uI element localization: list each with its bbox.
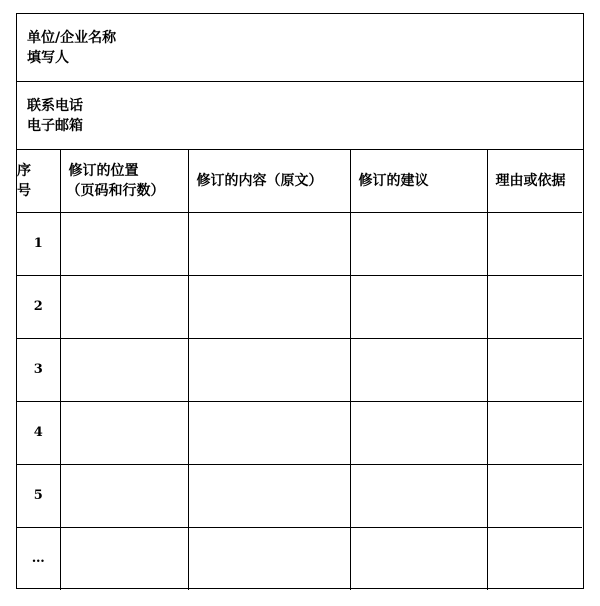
cell-reason[interactable] (487, 275, 582, 338)
row-seq: 4 (17, 401, 60, 464)
cell-content[interactable] (188, 527, 350, 590)
cell-content[interactable] (188, 338, 350, 401)
header-position: 修订的位置 （页码和行数） (60, 150, 188, 212)
cell-reason[interactable] (487, 212, 582, 275)
cell-suggestion[interactable] (350, 212, 487, 275)
table-row (17, 275, 582, 338)
filler-label: 填写人 (27, 50, 69, 66)
table-row (17, 338, 582, 401)
cell-position[interactable] (60, 275, 188, 338)
revision-table (17, 150, 582, 590)
cell-position[interactable] (60, 464, 188, 527)
revision-feedback-form (16, 13, 584, 589)
cell-position[interactable] (60, 212, 188, 275)
cell-reason[interactable] (487, 464, 582, 527)
cell-content[interactable] (188, 275, 350, 338)
cell-reason[interactable] (487, 338, 582, 401)
table-row (17, 527, 582, 590)
cell-suggestion[interactable] (350, 527, 487, 590)
cell-suggestion[interactable] (350, 401, 487, 464)
table-header-row (17, 150, 582, 212)
row-seq: … (17, 527, 60, 590)
row-seq: 3 (17, 338, 60, 401)
header-seq: 序 号 (17, 150, 60, 212)
cell-reason[interactable] (487, 401, 582, 464)
cell-suggestion[interactable] (350, 338, 487, 401)
email-label: 电子邮箱 (27, 118, 83, 134)
cell-suggestion[interactable] (350, 275, 487, 338)
phone-label: 联系电话 (27, 98, 83, 114)
cell-suggestion[interactable] (350, 464, 487, 527)
cell-position[interactable] (60, 401, 188, 464)
cell-reason[interactable] (487, 527, 582, 590)
row-seq: 2 (17, 275, 60, 338)
table-row (17, 401, 582, 464)
org-name-label: 单位/企业名称 (27, 30, 117, 46)
row-seq: 5 (17, 464, 60, 527)
contact-info-block (17, 82, 583, 150)
header-reason: 理由或依据 (487, 150, 582, 212)
organization-info-block (17, 14, 583, 82)
table-row (17, 464, 582, 527)
cell-position[interactable] (60, 338, 188, 401)
cell-position[interactable] (60, 527, 188, 590)
row-seq: 1 (17, 212, 60, 275)
cell-content[interactable] (188, 464, 350, 527)
cell-content[interactable] (188, 212, 350, 275)
header-content: 修订的内容（原文） (188, 150, 350, 212)
cell-content[interactable] (188, 401, 350, 464)
table-row (17, 212, 582, 275)
header-suggestion: 修订的建议 (350, 150, 487, 212)
